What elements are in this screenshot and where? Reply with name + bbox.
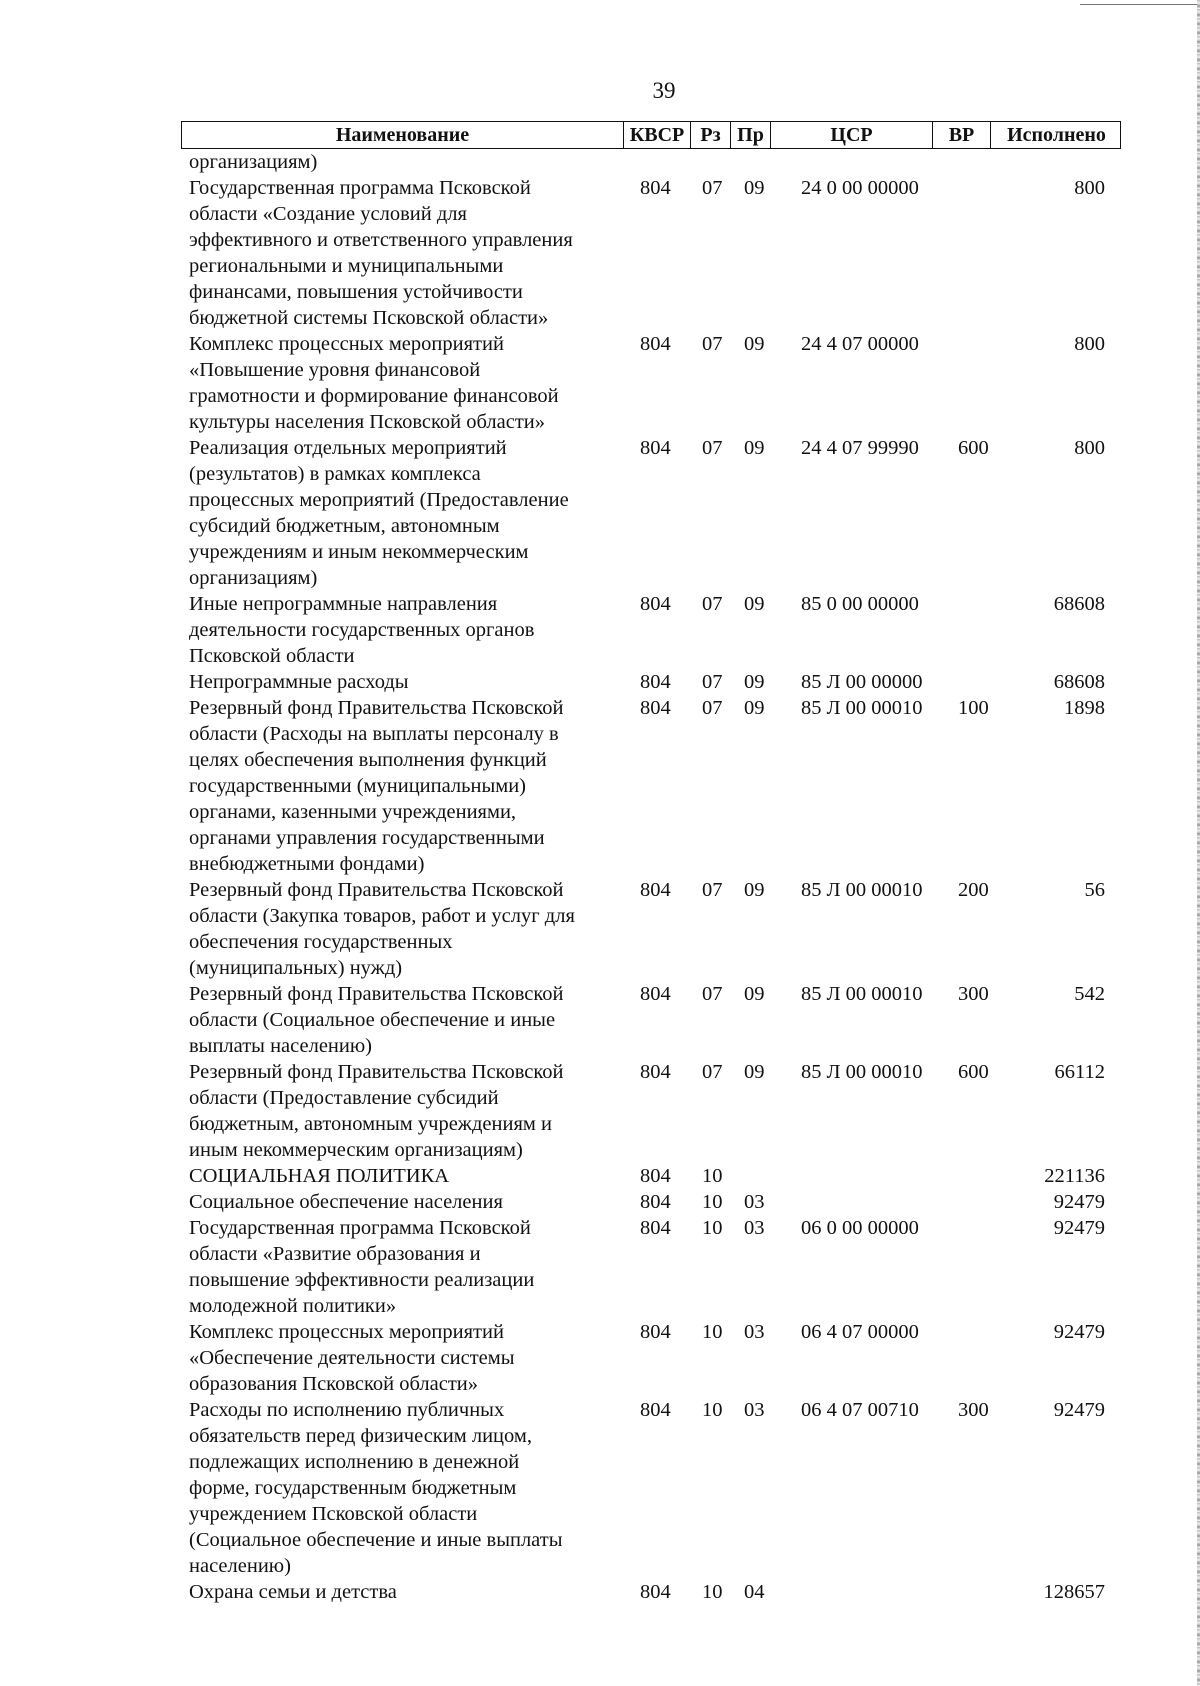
row-pr-cell: 09: [744, 437, 765, 459]
row-name-cell: Государственная программа Псковской области «Развитие образования и повышение эффективности реализации молодежной политики»: [189, 1217, 535, 1317]
row-rz-cell: 10: [702, 1191, 723, 1213]
row-ispolneno-cell: 66112: [1054, 1061, 1105, 1083]
row-rz-cell: 10: [702, 1217, 723, 1239]
row-ispolneno-cell: 221136: [1044, 1165, 1105, 1187]
row-ispolneno-cell: 128657: [1043, 1581, 1105, 1603]
row-name-cell: Резервный фонд Правительства Псковской области (Социальное обеспечение и иные выплаты населению): [189, 983, 564, 1057]
row-csr-cell: 85 Л 00 00010: [801, 983, 923, 1005]
row-kvsr-cell: 804: [640, 1399, 671, 1421]
row-kvsr-cell: 804: [640, 593, 671, 615]
row-rz-cell: 07: [702, 879, 723, 901]
row-kvsr-cell: 804: [640, 1581, 671, 1603]
row-kvsr-cell: 804: [640, 1217, 671, 1239]
page-number: 39: [652, 78, 676, 103]
table-row: [181, 435, 1121, 591]
row-rz-cell: 07: [702, 177, 723, 199]
table-row: [181, 175, 1121, 331]
row-rz-cell: 07: [702, 697, 723, 719]
table-row: [181, 1215, 1121, 1319]
row-ispolneno-cell: 800: [1074, 333, 1105, 355]
row-ispolneno-cell: 92479: [1053, 1191, 1105, 1213]
header-ispolneno: Исполнено: [990, 122, 1122, 148]
row-name-cell: Реализация отдельных мероприятий (результатов) в рамках комплекса процессных мероприятий (Предоставление субсидий бюджетным, автономным учреждениям и иным некоммерческим организациям): [189, 437, 569, 589]
row-csr-cell: 85 0 00 00000: [801, 593, 919, 615]
table-header: [181, 121, 1121, 149]
header-rz: Рз: [690, 122, 730, 148]
row-ispolneno-cell: 1898: [1064, 697, 1105, 719]
row-csr-cell: 85 Л 00 00010: [801, 1061, 923, 1083]
row-pr-cell: 03: [744, 1191, 765, 1213]
row-name-cell: Комплекс процессных мероприятий «Повышение уровня финансовой грамотности и формирование финансовой культуры населения Псковской области»: [189, 333, 559, 433]
row-pr-cell: 09: [744, 879, 765, 901]
header-csr: ЦСР: [770, 122, 932, 148]
row-ispolneno-cell: 92479: [1053, 1399, 1105, 1421]
budget-table: [181, 121, 1121, 1605]
row-rz-cell: 07: [702, 593, 723, 615]
scan-edge-line: [1080, 4, 1200, 5]
row-csr-cell: 24 4 07 99990: [801, 437, 919, 459]
row-kvsr-cell: 804: [640, 1165, 671, 1187]
row-kvsr-cell: 804: [640, 333, 671, 355]
table-row: [181, 149, 1121, 175]
row-kvsr-cell: 804: [640, 1191, 671, 1213]
row-rz-cell: 07: [702, 671, 723, 693]
row-vr-cell: 100: [958, 697, 989, 719]
row-csr-cell: 06 4 07 00000: [801, 1321, 919, 1343]
row-name-cell: Комплекс процессных мероприятий «Обеспечение деятельности системы образования Псковской области»: [189, 1321, 515, 1395]
row-pr-cell: 03: [744, 1399, 765, 1421]
row-csr-cell: 85 Л 00 00000: [801, 671, 923, 693]
row-vr-cell: 600: [958, 437, 989, 459]
table-row: [181, 331, 1121, 435]
row-pr-cell: 09: [744, 593, 765, 615]
row-rz-cell: 10: [702, 1399, 723, 1421]
row-pr-cell: 09: [744, 1061, 765, 1083]
row-name-cell: Охрана семьи и детства: [189, 1581, 397, 1603]
row-ispolneno-cell: 68608: [1053, 671, 1105, 693]
row-name-cell: Государственная программа Псковской области «Создание условий для эффективного и ответственного управления региональными и муниципальными финансами, повышения устойчивости бюджетной системы Псковской области»: [189, 177, 573, 329]
row-rz-cell: 07: [702, 1061, 723, 1083]
row-ispolneno-cell: 800: [1074, 177, 1105, 199]
row-csr-cell: 06 4 07 00710: [801, 1399, 919, 1421]
row-kvsr-cell: 804: [640, 879, 671, 901]
table-row: [181, 1189, 1121, 1215]
row-csr-cell: 85 Л 00 00010: [801, 697, 923, 719]
table-row: [181, 1319, 1121, 1397]
row-kvsr-cell: 804: [640, 983, 671, 1005]
row-pr-cell: 09: [744, 177, 765, 199]
row-vr-cell: 200: [958, 879, 989, 901]
table-row: [181, 591, 1121, 669]
row-vr-cell: 300: [958, 983, 989, 1005]
table-row: [181, 1397, 1121, 1579]
row-name-cell: Резервный фонд Правительства Псковской области (Закупка товаров, работ и услуг для обеспечения государственных (муниципальных) нужд): [189, 879, 575, 979]
row-kvsr-cell: 804: [640, 1321, 671, 1343]
row-rz-cell: 07: [702, 983, 723, 1005]
row-csr-cell: 06 0 00 00000: [801, 1217, 919, 1239]
row-pr-cell: 09: [744, 671, 765, 693]
row-name-cell: Резервный фонд Правительства Псковской области (Предоставление субсидий бюджетным, автономным учреждениям и иным некоммерческим организациям): [189, 1061, 564, 1161]
row-vr-cell: 600: [958, 1061, 989, 1083]
row-ispolneno-cell: 56: [1084, 879, 1105, 901]
row-csr-cell: 85 Л 00 00010: [801, 879, 923, 901]
row-pr-cell: 03: [744, 1217, 765, 1239]
header-vr: ВР: [932, 122, 990, 148]
table-row: [181, 1163, 1121, 1189]
row-name-cell: Расходы по исполнению публичных обязательств перед физическим лицом, подлежащих исполнению в денежной форме, государственным бюджетным учреждением Псковской области (Социальное обеспечение и иные выплаты населению): [189, 1399, 563, 1577]
table-row: [181, 695, 1121, 877]
row-pr-cell: 09: [744, 697, 765, 719]
row-kvsr-cell: 804: [640, 697, 671, 719]
row-kvsr-cell: 804: [640, 1061, 671, 1083]
row-rz-cell: 07: [702, 333, 723, 355]
row-ispolneno-cell: 92479: [1053, 1217, 1105, 1239]
row-name-cell: Резервный фонд Правительства Псковской области (Расходы на выплаты персоналу в целях обеспечения выполнения функций государственными (муниципальными) органами, казенными учреждениями, органами управления государственными внебюджетными фондами): [189, 697, 564, 875]
row-rz-cell: 07: [702, 437, 723, 459]
header-pr: Пр: [730, 122, 770, 148]
row-kvsr-cell: 804: [640, 177, 671, 199]
row-name-cell: Непрограммные расходы: [189, 671, 409, 693]
row-name-cell: организациям): [189, 151, 318, 173]
row-pr-cell: 09: [744, 333, 765, 355]
row-vr-cell: 300: [958, 1399, 989, 1421]
row-rz-cell: 10: [702, 1165, 723, 1187]
table-body: [181, 149, 1121, 1605]
table-row: [181, 981, 1121, 1059]
row-name-cell: СОЦИАЛЬНАЯ ПОЛИТИКА: [189, 1165, 450, 1187]
header-kvsr: КВСР: [623, 122, 690, 148]
row-kvsr-cell: 804: [640, 671, 671, 693]
row-csr-cell: 24 0 00 00000: [801, 177, 919, 199]
row-pr-cell: 04: [744, 1581, 765, 1603]
row-rz-cell: 10: [702, 1581, 723, 1603]
table-row: [181, 1059, 1121, 1163]
row-csr-cell: 24 4 07 00000: [801, 333, 919, 355]
table-row: [181, 877, 1121, 981]
row-name-cell: Иные непрограммные направления деятельности государственных органов Псковской области: [189, 593, 535, 667]
table-row: [181, 1579, 1121, 1605]
row-kvsr-cell: 804: [640, 437, 671, 459]
row-rz-cell: 10: [702, 1321, 723, 1343]
row-name-cell: Социальное обеспечение населения: [189, 1191, 503, 1213]
table-row: [181, 669, 1121, 695]
row-pr-cell: 09: [744, 983, 765, 1005]
row-ispolneno-cell: 68608: [1053, 593, 1105, 615]
row-ispolneno-cell: 542: [1074, 983, 1105, 1005]
row-ispolneno-cell: 92479: [1053, 1321, 1105, 1343]
row-pr-cell: 03: [744, 1321, 765, 1343]
header-name: Наименование: [335, 124, 470, 146]
row-ispolneno-cell: 800: [1074, 437, 1105, 459]
